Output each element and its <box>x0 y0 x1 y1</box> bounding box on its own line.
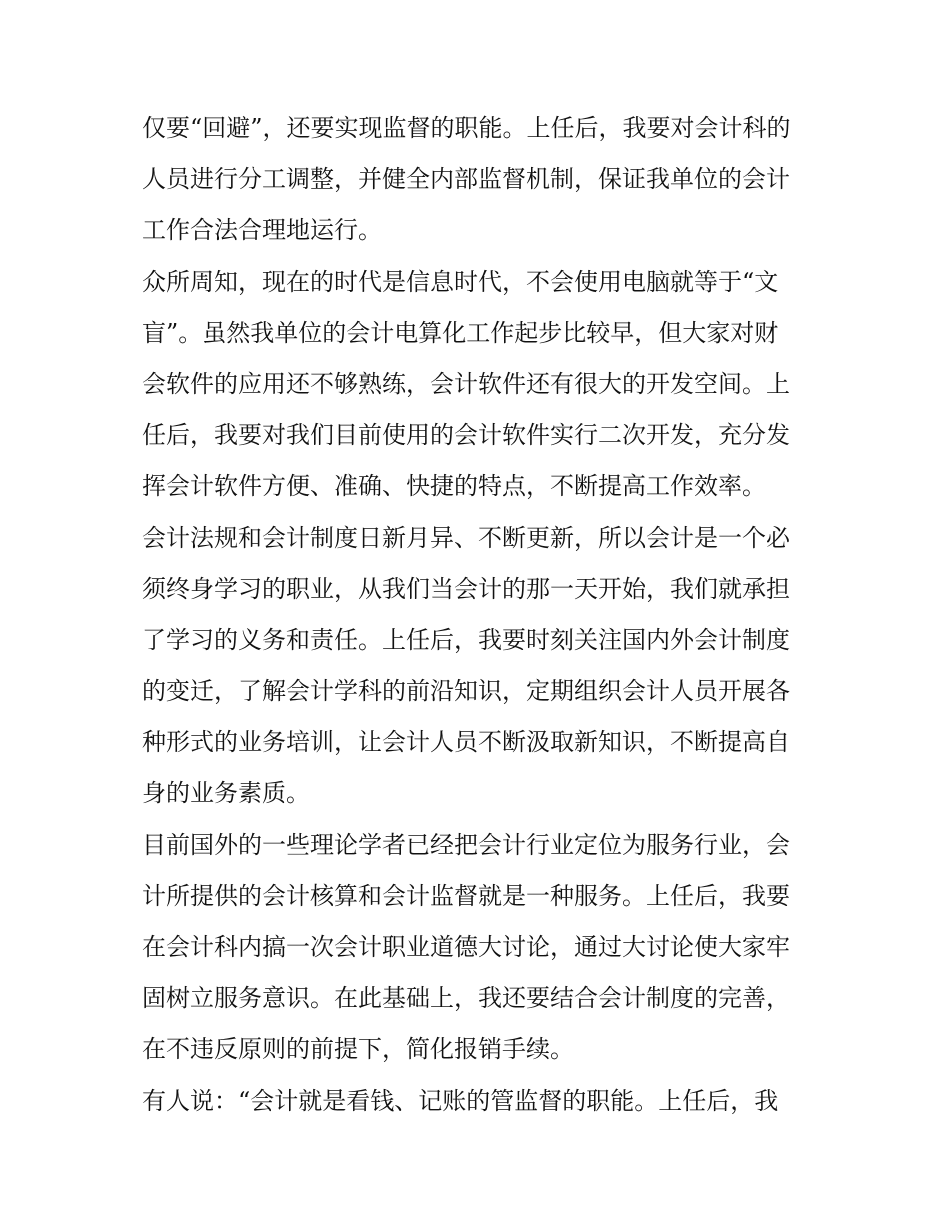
text-line: 在不违反原则的前提下，简化报销手续。 <box>142 1035 574 1064</box>
text-line: 有人说：“会计就是看钱、记账的管监督的职能。上任后，我 <box>142 1086 779 1115</box>
text-line: 须终身学习的职业，从我们当会计的那一天开始，我们就承担 <box>142 574 790 603</box>
document-body <box>142 103 814 1127</box>
text-line: 挥会计软件方便、准确、快捷的特点，不断提高工作效率。 <box>142 472 766 501</box>
text-line: 会软件的应用还不够熟练，会计软件还有很大的开发空间。上 <box>142 369 790 398</box>
text-line: 任后，我要对我们目前使用的会计软件实行二次开发，充分发 <box>142 421 790 450</box>
text-line: 众所周知，现在的时代是信息时代，不会使用电脑就等于“文 <box>142 267 779 296</box>
text-line: 人员进行分工调整，并健全内部监督机制，保证我单位的会计 <box>142 165 790 194</box>
text-line: 工作合法合理地运行。 <box>142 216 382 245</box>
text-line: 了学习的义务和责任。上任后，我要时刻关注国内外会计制度 <box>142 625 790 654</box>
text-line: 会计法规和会计制度日新月异、不断更新，所以会计是一个必 <box>142 523 790 552</box>
text-line: 目前国外的一些理论学者已经把会计行业定位为服务行业，会 <box>142 830 790 859</box>
text-line: 的变迁，了解会计学科的前沿知识，定期组织会计人员开展各 <box>142 677 790 706</box>
text-line: 计所提供的会计核算和会计监督就是一种服务。上任后，我要 <box>142 881 790 910</box>
text-line: 身的业务素质。 <box>142 779 310 808</box>
text-line: 固树立服务意识。在此基础上，我还要结合会计制度的完善， <box>142 984 790 1013</box>
text-line: 仅要“回避”，还要实现监督的职能。上任后，我要对会计科的 <box>142 114 791 142</box>
text-line: 种形式的业务培训，让会计人员不断汲取新知识，不断提高自 <box>142 728 790 757</box>
text-line: 在会计科内搞一次会计职业道德大讨论，通过大讨论使大家牢 <box>142 933 790 961</box>
text-line: 盲”。虽然我单位的会计电算化工作起步比较早，但大家对财 <box>142 318 779 347</box>
